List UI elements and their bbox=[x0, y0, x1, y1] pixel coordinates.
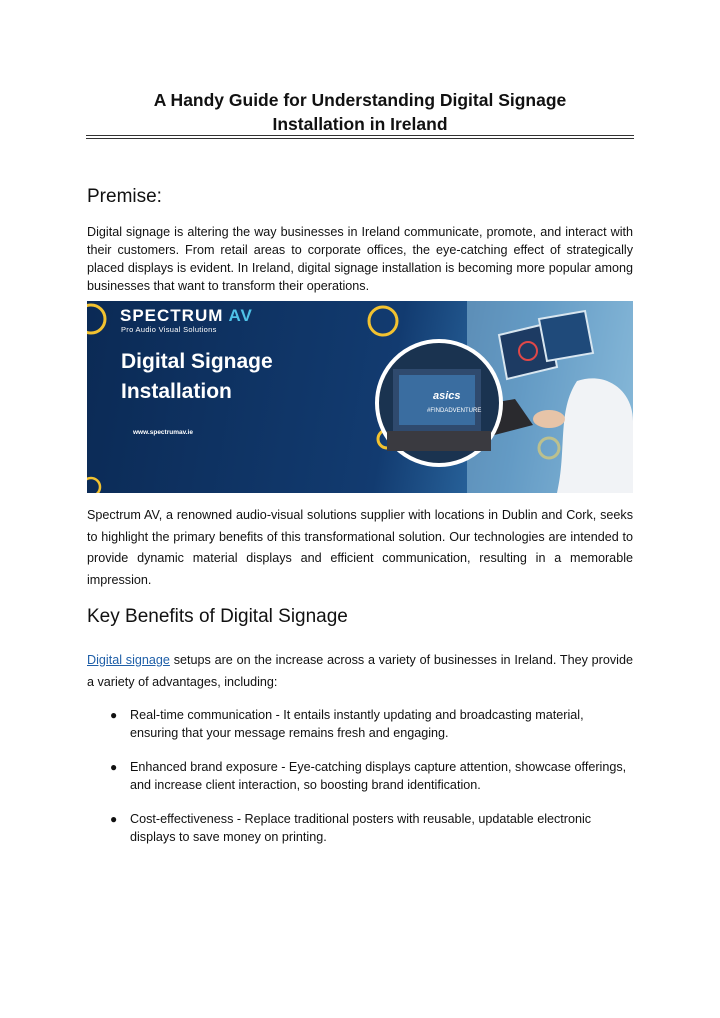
benefits-list bbox=[100, 707, 630, 863]
list-item bbox=[100, 759, 630, 794]
title-rule-secondary bbox=[86, 138, 634, 139]
title-line-2: Installation in Ireland bbox=[272, 114, 448, 134]
spectrum-paragraph: Spectrum AV, a renowned audio-visual solutions supplier with locations in Dublin and Cork, seeks to highlight the primary benefits of this transformational solution. Our technologies are intended to provide dynamic material displays and efficient communication, resulting in a memorable impression. bbox=[87, 508, 633, 587]
bullet-icon: ● bbox=[110, 812, 118, 826]
list-item-text: Real-time communication - It entails instantly updating and broadcasting material, ensuring that your message remains fresh and engaging. bbox=[130, 708, 584, 740]
benefits-intro-text: setups are on the increase across a variety of businesses in Ireland. They provide a variety of advantages, including: bbox=[87, 653, 633, 689]
list-item-text: Enhanced brand exposure - Eye-catching displays capture attention, showcase offerings, and increase client interaction, so boosting brand identification. bbox=[130, 760, 627, 792]
banner-logo bbox=[120, 306, 253, 326]
ring-decoration-bottom-left bbox=[87, 478, 100, 493]
bullet-icon: ● bbox=[110, 708, 118, 722]
benefits-heading: Key Benefits of Digital Signage bbox=[87, 606, 348, 627]
digital-signage-link[interactable]: Digital signage bbox=[87, 653, 170, 667]
logo-subtitle: Pro Audio Visual Solutions bbox=[121, 325, 217, 334]
list-item-text: Cost-effectiveness - Replace traditional posters with reusable, updatable electronic displays to save money on printing. bbox=[130, 812, 592, 844]
banner-heading bbox=[121, 347, 273, 407]
title-line-1: A Handy Guide for Understanding Digital Signage bbox=[153, 90, 567, 110]
benefits-intro-paragraph bbox=[87, 650, 633, 693]
logo-word: SPECTRUM bbox=[120, 306, 224, 325]
banner-url: www.spectrumav.ie bbox=[133, 429, 193, 436]
tablet-display-2 bbox=[539, 311, 593, 361]
document-title bbox=[86, 88, 634, 136]
ring-decoration-top-left bbox=[87, 305, 105, 333]
list-item bbox=[100, 811, 630, 846]
list-item bbox=[100, 707, 630, 742]
screen-brand: asics bbox=[433, 390, 461, 402]
ring-decoration-top-right bbox=[369, 307, 397, 335]
logo-av: AV bbox=[228, 306, 253, 325]
banner-heading-line-1: Digital Signage bbox=[121, 350, 273, 373]
banner-image bbox=[87, 301, 633, 493]
title-rule bbox=[86, 135, 634, 136]
screen-tagline: #FINDADVENTURE bbox=[427, 408, 482, 414]
banner-heading-line-2: Installation bbox=[121, 380, 232, 403]
premise-paragraph: Digital signage is altering the way businesses in Ireland communicate, promote, and interact with their customers. From retail areas to corporate offices, the eye-catching effect of strategically placed displays is evident. In Ireland, digital signage installation is becoming more popular among businesses that want to transform their operations. bbox=[87, 225, 633, 293]
bullet-icon: ● bbox=[110, 760, 118, 774]
premise-heading: Premise: bbox=[87, 186, 162, 207]
